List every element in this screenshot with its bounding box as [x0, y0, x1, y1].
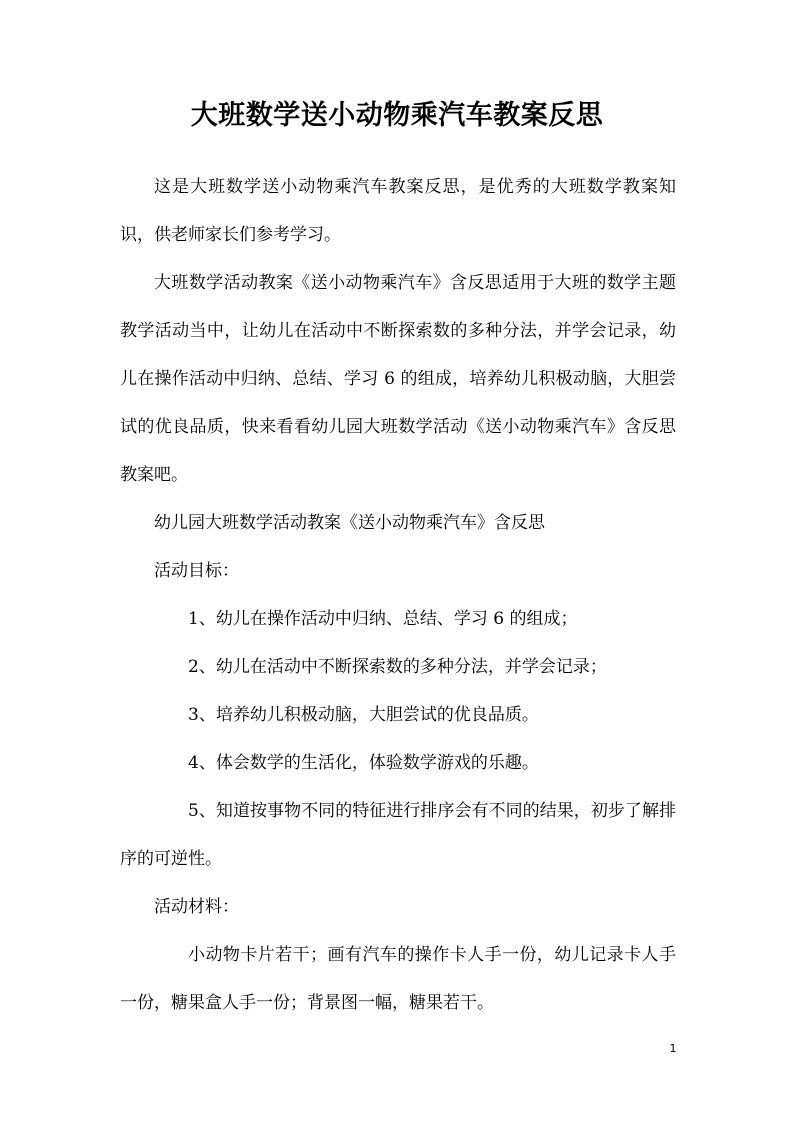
materials-paragraph: 小动物卡片若干；画有汽车的操作卡人手一份，幼儿记录卡人手一份，糖果盒人手一份；背景图一幅，糖果若干。	[120, 945, 676, 1013]
page-number: 1	[669, 1042, 677, 1055]
objective-item-3: 3、培养幼儿积极动脑，大胆尝试的优良品质。	[188, 705, 539, 725]
lesson-heading: 幼儿园大班数学活动教案《送小动物乘汽车》含反思	[154, 513, 545, 533]
description-paragraph: 大班数学活动教案《送小动物乘汽车》含反思适用于大班的数学主题教学活动当中，让幼儿在活动中不断探索数的多种分法，并学会记录，幼儿在操作活动中归纳、总结、学习 6 的组成，培养幼儿积极动脑，大胆尝试的优良品质，快来看看幼儿园大班数学活动《送小动物乘汽车》含反思教案吧。	[120, 273, 676, 485]
intro-paragraph: 这是大班数学送小动物乘汽车教案反思，是优秀的大班数学教案知识，供老师家长们参考学习。	[120, 177, 676, 245]
page-title: 大班数学送小动物乘汽车教案反思	[190, 100, 604, 131]
objective-item-1: 1、幼儿在操作活动中归纳、总结、学习 6 的组成；	[188, 609, 578, 629]
materials-heading: 活动材料：	[154, 897, 239, 917]
objectives-heading: 活动目标：	[154, 561, 239, 581]
objective-item-2: 2、幼儿在活动中不断探索数的多种分法，并学会记录；	[188, 657, 607, 677]
document-body	[120, 163, 676, 1027]
objective-item-4: 4、体会数学的生活化，体验数学游戏的乐趣。	[188, 753, 539, 773]
objective-item-5: 5、知道按事物不同的特征进行排序会有不同的结果，初步了解排序的可逆性。	[120, 801, 676, 869]
